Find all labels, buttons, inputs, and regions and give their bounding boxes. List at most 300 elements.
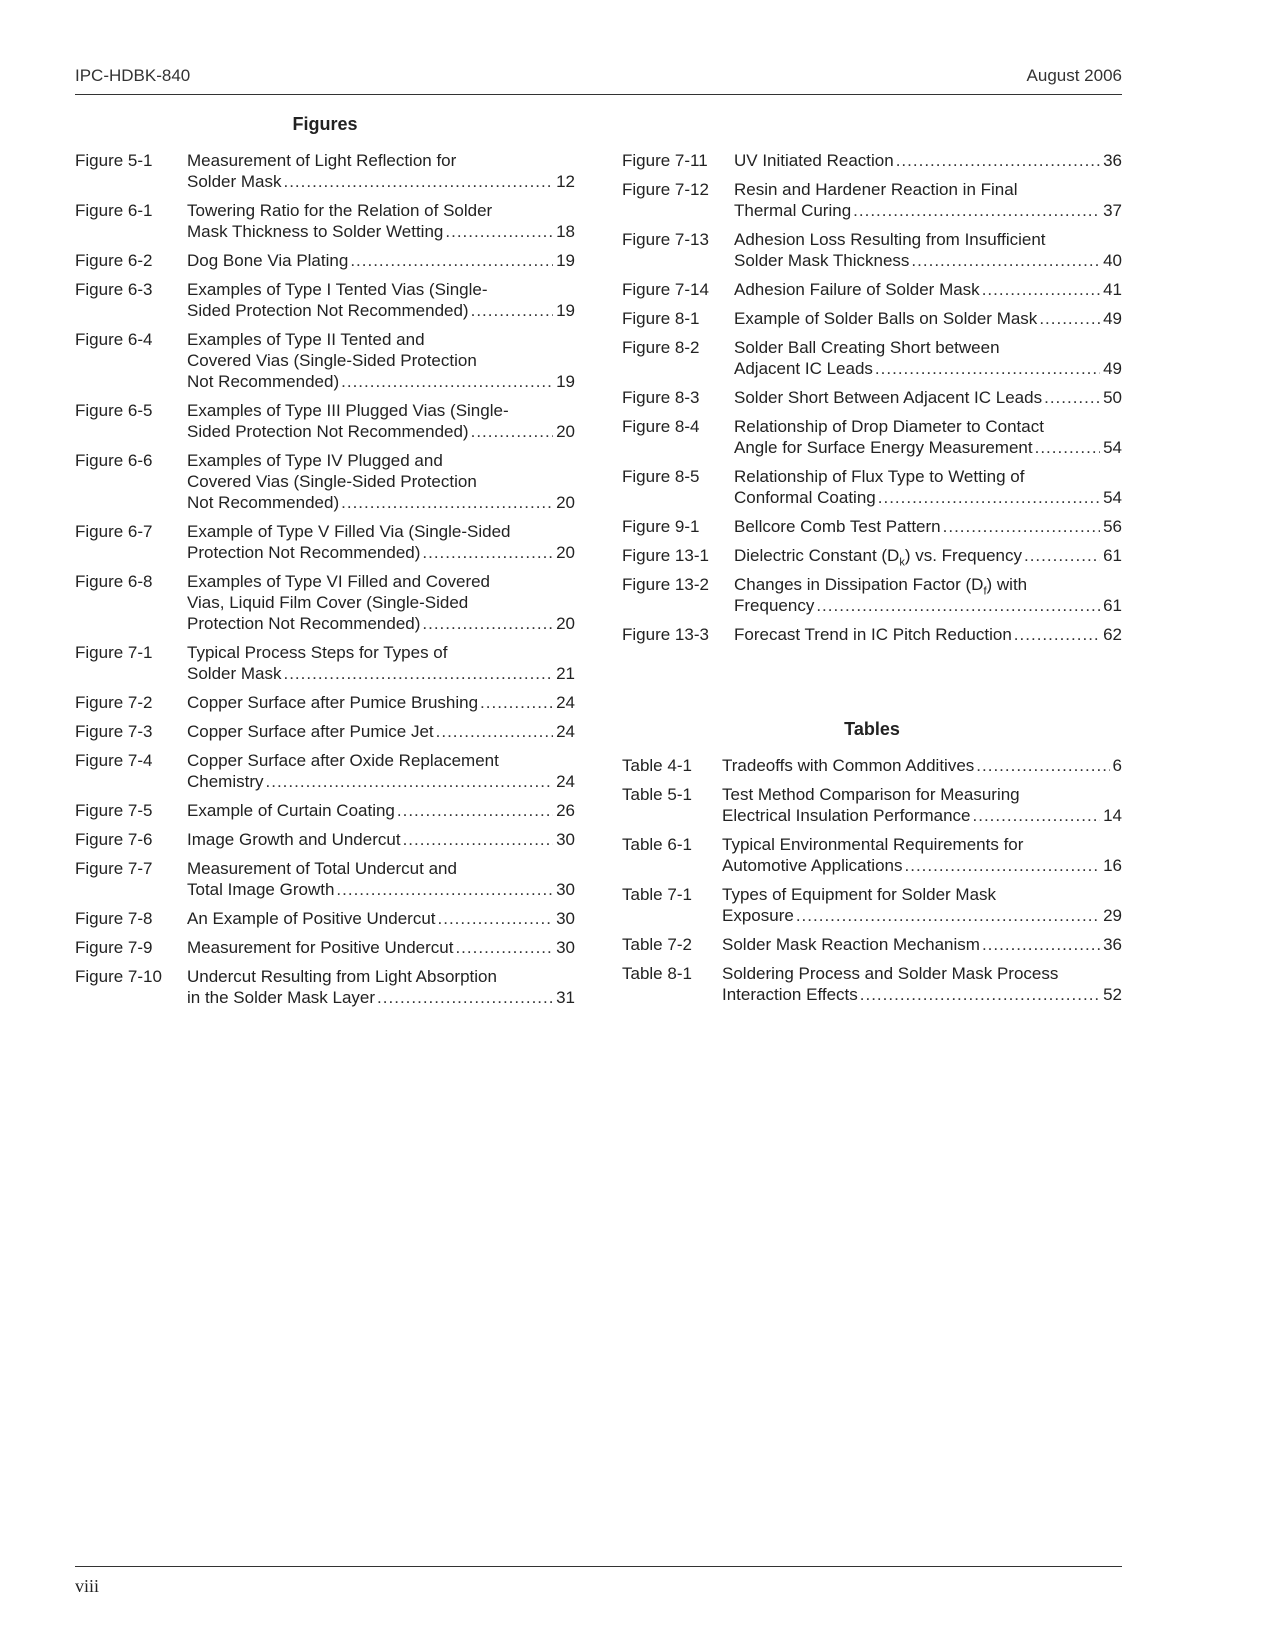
figure-number: Figure 7-12 <box>622 180 709 199</box>
figure-title-text: Towering Ratio for the Relation of Solder <box>187 201 493 220</box>
figures-heading: Figures <box>292 114 358 134</box>
figure-title-last-line <box>734 308 1122 329</box>
table-entry[interactable] <box>622 934 1122 955</box>
dot-leader <box>896 150 1100 171</box>
figure-title-last-line <box>187 542 575 563</box>
table-title <box>722 934 1122 955</box>
figure-title <box>187 521 575 563</box>
figure-title-text-part: Solder Mask <box>187 172 282 191</box>
figure-page-number: 40 <box>1103 251 1122 270</box>
figure-title-lead <box>187 571 575 613</box>
figure-page-number: 12 <box>556 172 575 191</box>
table-title-last-line <box>722 984 1122 1005</box>
figure-number: Figure 8-4 <box>622 417 700 436</box>
figure-title-last-line <box>187 771 575 792</box>
figure-title-lead <box>187 966 575 987</box>
figure-title-last-line <box>187 421 575 442</box>
figure-number: Figure 5-1 <box>75 151 153 170</box>
figure-title <box>734 545 1122 566</box>
figure-entry[interactable] <box>75 829 575 850</box>
figure-number: Figure 6-4 <box>75 330 153 349</box>
figure-page-number: 30 <box>556 880 575 899</box>
figure-entry[interactable] <box>622 416 1122 458</box>
figure-title-last-line <box>734 624 1122 645</box>
figure-title-text <box>187 908 436 929</box>
figure-page-number: 37 <box>1103 201 1122 220</box>
figure-title-text-part: Bellcore Comb Test Pattern <box>734 517 941 536</box>
figure-number: Figure 7-10 <box>75 967 162 986</box>
figure-number: Figure 7-6 <box>75 830 153 849</box>
figure-number: Figure 7-4 <box>75 751 153 770</box>
figure-number: Figure 7-5 <box>75 801 153 820</box>
figure-title-lead <box>734 466 1122 487</box>
figure-title-text-part: Not Recommended) <box>187 372 340 391</box>
table-page-number: 29 <box>1103 906 1122 925</box>
figure-title-text: Typical Process Steps for Types of <box>187 643 448 662</box>
table-title-text-part: Solder Mask Reaction Mechanism <box>722 935 980 954</box>
figure-page-number: 24 <box>556 772 575 791</box>
figure-title-last-line <box>187 663 575 684</box>
figure-title-last-line <box>187 300 575 321</box>
dot-leader <box>422 613 553 634</box>
dot-leader <box>341 492 553 513</box>
table-page-number: 16 <box>1103 856 1122 875</box>
figure-title-text <box>734 387 1042 408</box>
dot-leader <box>796 905 1100 926</box>
figure-title-last-line <box>187 171 575 192</box>
figure-title-text <box>734 545 1022 566</box>
figure-entry[interactable] <box>75 329 575 392</box>
figure-title-text-part: Example of Solder Balls on Solder Mask <box>734 309 1038 328</box>
figure-entry[interactable] <box>75 800 575 821</box>
tables-heading: Tables <box>844 719 900 739</box>
figures-list-left <box>75 113 575 1016</box>
figure-title-last-line <box>187 250 575 271</box>
dot-leader <box>1044 387 1100 408</box>
figure-title-lead <box>187 329 575 371</box>
figure-title <box>734 624 1122 645</box>
figure-title <box>187 858 575 900</box>
figure-page-number: 41 <box>1103 280 1122 299</box>
figure-number: Figure 7-1 <box>75 643 153 662</box>
document-date: August 2006 <box>1026 66 1122 85</box>
figure-title-text: Examples of Type I Tented Vias (Single- <box>187 280 488 299</box>
dot-leader <box>1014 624 1100 645</box>
figure-page-number: 19 <box>556 251 575 270</box>
figure-title-text-part: Copper Surface after Pumice Brushing <box>187 693 479 712</box>
table-title-text <box>722 905 794 926</box>
figure-page-number: 62 <box>1103 625 1122 644</box>
figure-number: Figure 7-8 <box>75 909 153 928</box>
table-title-text <box>722 805 971 826</box>
figure-title-last-line <box>734 545 1122 566</box>
table-title-text-part: Automotive Applications <box>722 856 903 875</box>
figure-title-text <box>187 221 443 242</box>
figure-title-text-part: Solder Mask <box>187 664 282 683</box>
dot-leader <box>422 542 553 563</box>
dot-leader <box>283 663 553 684</box>
table-title-text <box>722 855 903 876</box>
dot-leader <box>875 358 1100 379</box>
dot-leader <box>350 250 553 271</box>
figure-number: Figure 7-3 <box>75 722 153 741</box>
figure-number: Figure 13-3 <box>622 625 709 644</box>
table-page-number: 6 <box>1112 756 1122 775</box>
dot-leader <box>973 805 1101 826</box>
figure-title-text: Resin and Hardener Reaction in Final <box>734 180 1018 199</box>
figure-title <box>187 908 575 929</box>
figure-title-text: Relationship of Flux Type to Wetting of <box>734 467 1025 486</box>
figure-title <box>734 516 1122 537</box>
figure-number: Figure 13-1 <box>622 546 709 565</box>
dot-leader <box>905 855 1101 876</box>
figure-page-number: 49 <box>1103 309 1122 328</box>
figure-entry[interactable] <box>622 308 1122 329</box>
figure-entry[interactable] <box>75 642 575 684</box>
figure-title-last-line <box>187 371 575 392</box>
table-title-text <box>722 934 980 955</box>
dot-leader <box>455 937 553 958</box>
figure-page-number: 36 <box>1103 151 1122 170</box>
figure-title-text: Examples of Type IV Plugged and Covered Vias (Single-Sided Protection <box>187 451 477 491</box>
figure-title-text-part: Conformal Coating <box>734 488 876 507</box>
figure-title <box>187 829 575 850</box>
dot-leader <box>471 300 553 321</box>
figure-title-text-part: Not Recommended) <box>187 493 340 512</box>
figure-title <box>187 800 575 821</box>
figure-title-text-part: Dog Bone Via Plating <box>187 251 349 270</box>
dot-leader <box>403 829 554 850</box>
figure-title-lead <box>734 229 1122 250</box>
figure-title-text <box>734 437 1033 458</box>
figure-title-text <box>734 279 980 300</box>
table-title-lead <box>722 784 1122 805</box>
figure-title-text-part: Sided Protection Not Recommended) <box>187 422 469 441</box>
figure-title-last-line <box>734 595 1122 616</box>
table-title-text <box>722 755 974 776</box>
figure-title <box>187 400 575 442</box>
figure-title <box>187 150 575 192</box>
figure-title-text: Copper Surface after Oxide Replacement <box>187 751 499 770</box>
table-title-lead <box>722 834 1122 855</box>
figure-title-last-line <box>187 492 575 513</box>
figure-page-number: 50 <box>1103 388 1122 407</box>
figure-entry[interactable] <box>622 150 1122 171</box>
figure-title-text <box>187 800 395 821</box>
figure-title-lead <box>187 858 575 879</box>
figure-title-text <box>187 421 469 442</box>
figure-title-text-part: Mask Thickness to Solder Wetting <box>187 222 444 241</box>
figure-page-number: 20 <box>556 493 575 512</box>
figure-number: Figure 6-7 <box>75 522 153 541</box>
figure-page-number: 24 <box>556 693 575 712</box>
figure-title <box>734 416 1122 458</box>
figure-title-text <box>187 371 339 392</box>
figure-page-number: 20 <box>556 614 575 633</box>
figure-number: Figure 9-1 <box>622 517 700 536</box>
figure-page-number: 21 <box>556 664 575 683</box>
dot-leader <box>1024 545 1100 566</box>
figure-title-last-line <box>187 829 575 850</box>
figure-number: Figure 6-6 <box>75 451 153 470</box>
table-title-text-part: Exposure <box>722 906 794 925</box>
dot-leader <box>480 692 553 713</box>
figure-title-lead <box>187 450 575 492</box>
figure-title-text-part: Chemistry <box>187 772 264 791</box>
figure-title-text-part: Measurement for Positive Undercut <box>187 938 454 957</box>
table-title <box>722 834 1122 876</box>
figure-title-text <box>734 150 894 171</box>
table-title-text: Typical Environmental Requirements for <box>722 835 1024 854</box>
figure-title-text: Relationship of Drop Diameter to Contact <box>734 417 1044 436</box>
figure-entry[interactable] <box>75 571 575 634</box>
figure-title-lead <box>187 521 575 542</box>
figure-title <box>187 966 575 1008</box>
dot-leader <box>377 987 553 1008</box>
figure-title <box>734 466 1122 508</box>
figure-title-lead <box>187 279 575 300</box>
figure-title-last-line <box>734 200 1122 221</box>
figure-page-number: 30 <box>556 909 575 928</box>
figure-number: Figure 13-2 <box>622 575 709 594</box>
figure-title-text-part: Adhesion Failure of Solder Mask <box>734 280 980 299</box>
figure-page-number: 19 <box>556 372 575 391</box>
figure-title-last-line <box>734 250 1122 271</box>
figure-entry[interactable] <box>75 250 575 271</box>
figure-entry[interactable] <box>622 229 1122 271</box>
figure-number: Figure 7-13 <box>622 230 709 249</box>
figure-title <box>187 200 575 242</box>
figure-page-number: 24 <box>556 722 575 741</box>
figure-title-last-line <box>734 487 1122 508</box>
dot-leader <box>1039 308 1100 329</box>
figure-title-text-part: Angle for Surface Energy Measurement <box>734 438 1033 457</box>
figure-entry[interactable] <box>75 450 575 513</box>
figure-title-text-part: Image Growth and Undercut <box>187 830 401 849</box>
figure-title-text-part: in the Solder Mask Layer <box>187 988 376 1007</box>
figure-title-last-line <box>187 937 575 958</box>
figure-title-text <box>734 308 1037 329</box>
figure-title-last-line <box>734 279 1122 300</box>
figure-title-text: Changes in Dissipation Factor (D <box>734 575 984 594</box>
figure-title-text: Example of Type V Filled Via (Single-Sided <box>187 522 511 541</box>
figure-title-lead <box>734 179 1122 200</box>
figure-title-text-part: Total Image Growth <box>187 880 335 899</box>
figure-page-number: 26 <box>556 801 575 820</box>
figure-title-text-part: Protection Not Recommended) <box>187 543 421 562</box>
table-entry[interactable] <box>622 963 1122 1005</box>
figure-entry[interactable] <box>75 400 575 442</box>
figure-page-number: 20 <box>556 422 575 441</box>
figure-title-text <box>187 250 348 271</box>
figure-title-lead <box>187 200 575 221</box>
table-entry[interactable] <box>622 784 1122 826</box>
dot-leader <box>266 771 554 792</box>
dot-leader <box>976 755 1109 776</box>
figure-title-text: Examples of Type III Plugged Vias (Single- <box>187 401 509 420</box>
figure-title-text-part: Example of Curtain Coating <box>187 801 395 820</box>
figure-entry[interactable] <box>622 574 1122 616</box>
figure-entry[interactable] <box>75 200 575 242</box>
table-title <box>722 884 1122 926</box>
figure-title-text-part: Adjacent IC Leads <box>734 359 873 378</box>
table-entry[interactable] <box>622 755 1122 776</box>
figure-title <box>734 337 1122 379</box>
figure-title-text-part: Copper Surface after Pumice Jet <box>187 722 434 741</box>
figure-title-text <box>187 987 375 1008</box>
figure-title <box>187 692 575 713</box>
figure-title-last-line <box>734 150 1122 171</box>
figure-number: Figure 8-2 <box>622 338 700 357</box>
figure-number: Figure 7-7 <box>75 859 153 878</box>
document-id: IPC-HDBK-840 <box>75 66 191 85</box>
figure-title-subscript: f <box>983 585 987 598</box>
footer-rule <box>75 1566 1122 1567</box>
figure-title-last-line <box>187 879 575 900</box>
figure-page-number: 49 <box>1103 359 1122 378</box>
figure-title-text <box>187 300 469 321</box>
figure-title-lead <box>187 400 575 421</box>
figure-entry[interactable] <box>75 966 575 1008</box>
table-number: Table 7-2 <box>622 935 692 954</box>
figure-page-number: 56 <box>1103 517 1122 536</box>
figure-entry[interactable] <box>75 721 575 742</box>
figure-entry[interactable] <box>75 692 575 713</box>
dot-leader <box>283 171 553 192</box>
figure-title-text <box>187 492 339 513</box>
figure-number: Figure 7-2 <box>75 693 153 712</box>
figure-title-last-line <box>187 221 575 242</box>
table-number: Table 7-1 <box>622 885 692 904</box>
figure-page-number: 20 <box>556 543 575 562</box>
figure-title-text <box>187 663 281 684</box>
table-title-text-part: Electrical Insulation Performance <box>722 806 971 825</box>
figure-title-text <box>187 829 401 850</box>
figure-number: Figure 6-5 <box>75 401 153 420</box>
table-title-lead <box>722 963 1122 984</box>
figure-title <box>734 308 1122 329</box>
figure-entry[interactable] <box>622 279 1122 300</box>
figure-entry[interactable] <box>75 908 575 929</box>
figure-entry[interactable] <box>75 521 575 563</box>
figure-title-text-part: Solder Mask Thickness <box>734 251 910 270</box>
page-header <box>75 64 1122 95</box>
figure-title-last-line <box>187 613 575 634</box>
figure-entry[interactable] <box>622 516 1122 537</box>
figure-title-last-line <box>187 692 575 713</box>
table-number: Table 5-1 <box>622 785 692 804</box>
figure-title-text <box>734 624 1012 645</box>
table-title <box>722 784 1122 826</box>
figure-title-text: Examples of Type VI Filled and Covered Vias, Liquid Film Cover (Single-Sided <box>187 572 491 612</box>
figure-page-number: 61 <box>1103 546 1122 565</box>
figure-number: Figure 6-2 <box>75 251 153 270</box>
figure-title-text-part: Solder Short Between Adjacent IC Leads <box>734 388 1043 407</box>
figure-title-text-part: Sided Protection Not Recommended) <box>187 301 469 320</box>
figure-title-last-line <box>187 987 575 1008</box>
figure-title-text-part: Forecast Trend in IC Pitch Reduction <box>734 625 1012 644</box>
figure-title <box>187 279 575 321</box>
figure-title-text <box>187 771 264 792</box>
dot-leader <box>982 279 1100 300</box>
table-title-text <box>722 984 858 1005</box>
figure-entry[interactable] <box>75 750 575 792</box>
figure-title <box>187 721 575 742</box>
table-title-text: Soldering Process and Solder Mask Process <box>722 964 1059 983</box>
figure-entry[interactable] <box>622 624 1122 645</box>
figure-title-text <box>734 250 909 271</box>
figure-number: Figure 7-11 <box>622 151 708 170</box>
figure-entry[interactable] <box>75 937 575 958</box>
dot-leader <box>943 516 1100 537</box>
figure-page-number: 31 <box>556 988 575 1007</box>
table-title-last-line <box>722 855 1122 876</box>
figure-title <box>734 150 1122 171</box>
table-title-text-part: Tradeoffs with Common Additives <box>722 756 975 775</box>
figure-title <box>187 937 575 958</box>
figure-page-number: 54 <box>1103 488 1122 507</box>
figure-title-text: ) with <box>986 575 1028 594</box>
table-title-text: Test Method Comparison for Measuring <box>722 785 1020 804</box>
figure-entry[interactable] <box>622 387 1122 408</box>
figure-title-lead <box>187 750 575 771</box>
table-entry[interactable] <box>622 884 1122 926</box>
table-title <box>722 755 1122 776</box>
figure-title <box>187 571 575 634</box>
figure-title <box>187 250 575 271</box>
table-title-last-line <box>722 905 1122 926</box>
figure-title-text: Measurement of Total Undercut and <box>187 859 457 878</box>
figure-title-text-part: An Example of Positive Undercut <box>187 909 436 928</box>
figure-number: Figure 6-3 <box>75 280 153 299</box>
table-title-last-line <box>722 805 1122 826</box>
table-title-last-line <box>722 934 1122 955</box>
figure-number: Figure 6-8 <box>75 572 153 591</box>
figure-title-text-part: Thermal Curing <box>734 201 852 220</box>
table-entry[interactable] <box>622 834 1122 876</box>
figure-title-text: Measurement of Light Reflection for <box>187 151 457 170</box>
table-number: Table 6-1 <box>622 835 692 854</box>
figure-title-text: Solder Ball Creating Short between <box>734 338 1000 357</box>
figure-title-text <box>187 613 420 634</box>
figure-entry[interactable] <box>622 179 1122 221</box>
figure-title-text <box>734 200 851 221</box>
figure-title-text <box>187 171 281 192</box>
figure-title-text-part: Protection Not Recommended) <box>187 614 421 633</box>
figure-entry[interactable] <box>75 858 575 900</box>
table-number: Table 8-1 <box>622 964 692 983</box>
figure-number: Figure 6-1 <box>75 201 153 220</box>
tables-list <box>622 718 1122 1013</box>
figure-entry[interactable] <box>75 279 575 321</box>
table-page-number: 14 <box>1103 806 1122 825</box>
figure-page-number: 61 <box>1103 596 1122 615</box>
figure-entry[interactable] <box>622 545 1122 566</box>
figure-entry[interactable] <box>622 337 1122 379</box>
figure-page-number: 54 <box>1103 438 1122 457</box>
figure-entry[interactable] <box>622 466 1122 508</box>
figure-title-text-part: ) vs. Frequency <box>904 546 1022 565</box>
figures-list-right <box>622 150 1122 653</box>
dot-leader <box>860 984 1100 1005</box>
figure-title-text-part: UV Initiated Reaction <box>734 151 894 170</box>
figure-title <box>187 750 575 792</box>
figure-number: Figure 7-14 <box>622 280 709 299</box>
figure-entry[interactable] <box>75 150 575 192</box>
figure-number: Figure 8-3 <box>622 388 700 407</box>
figure-title-lead <box>734 416 1122 437</box>
dot-leader <box>816 595 1100 616</box>
